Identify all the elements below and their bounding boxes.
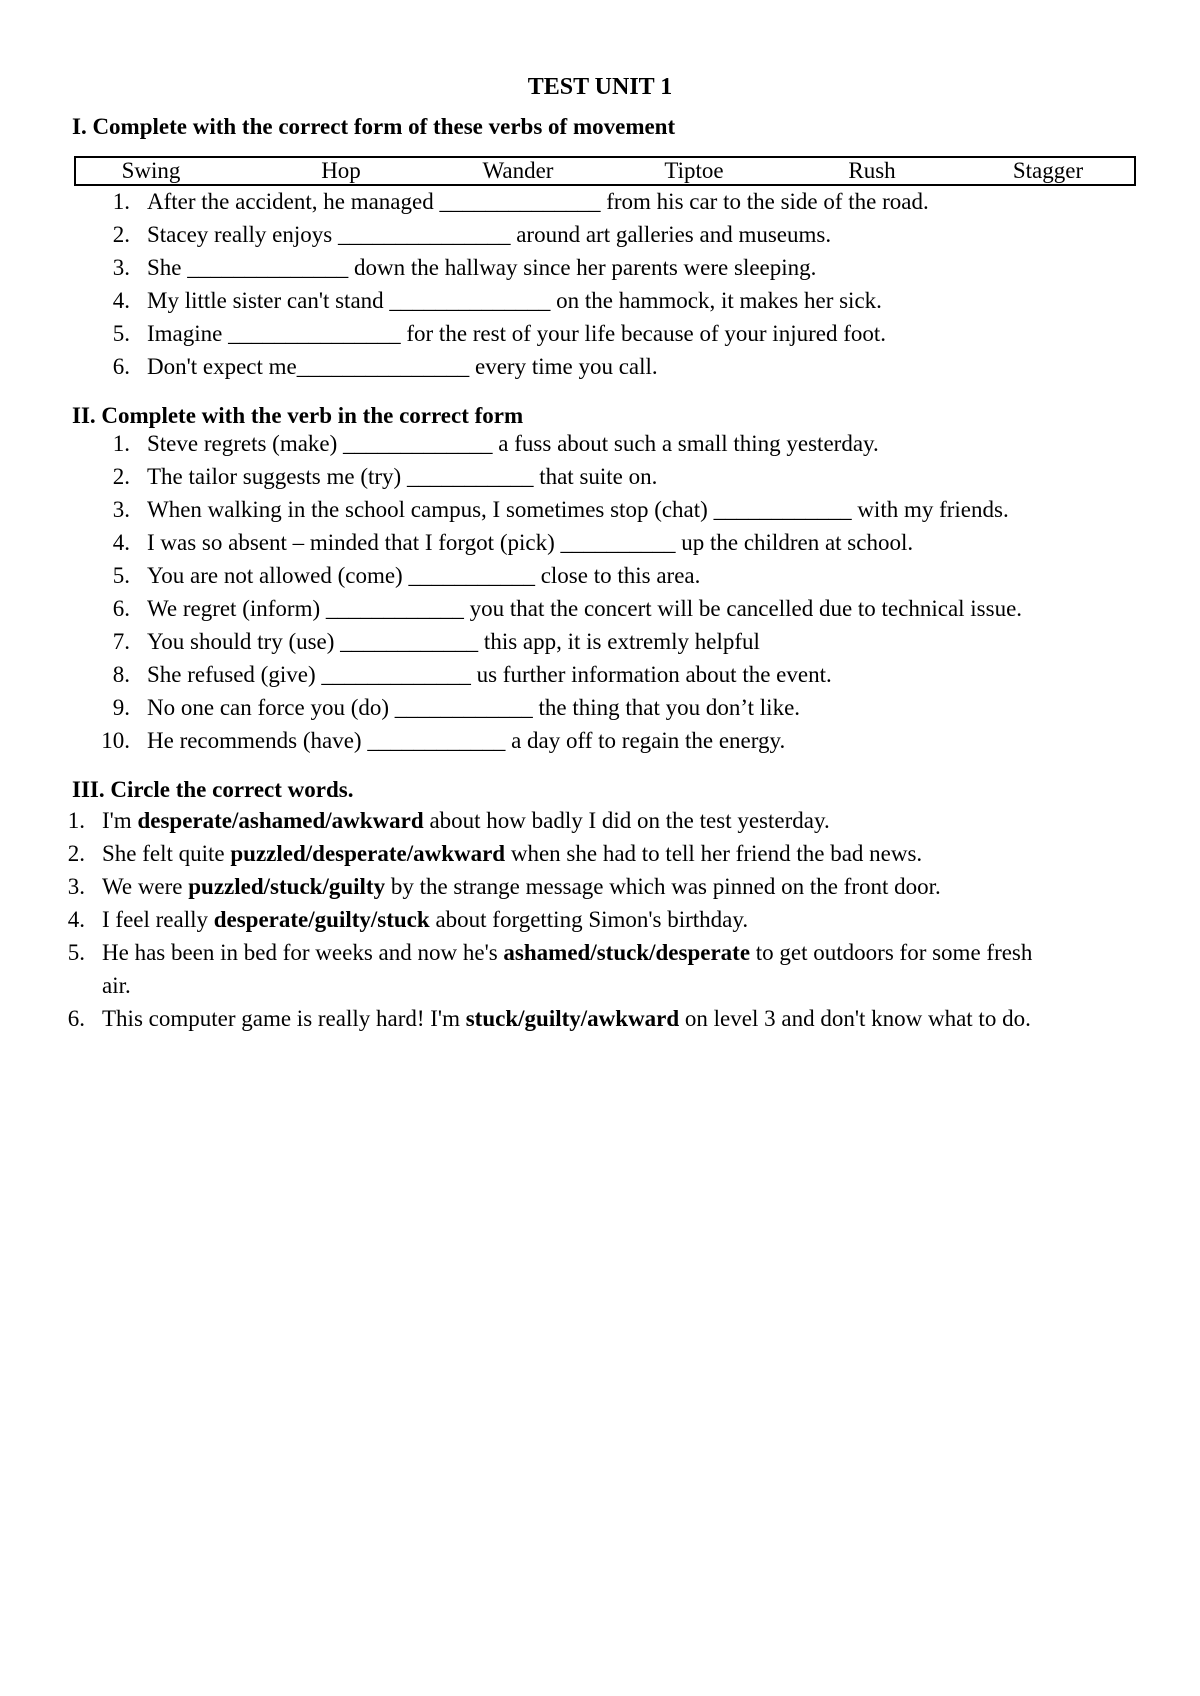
item-text: We regret (inform) ____________ you that the concert will be cancelled due to technical issue. xyxy=(147,596,1023,621)
word-bank-word: Hop xyxy=(321,158,361,183)
item-number: 4. xyxy=(112,288,130,313)
item-number: 2. xyxy=(112,464,130,489)
item-number: 7. xyxy=(112,629,130,654)
word-bank-word: Rush xyxy=(848,158,896,183)
item-text: You are not allowed (come) ___________ close to this area. xyxy=(147,563,701,588)
word-choices[interactable]: puzzled/desperate/awkward xyxy=(230,841,506,866)
item-number: 3. xyxy=(67,874,85,899)
item-text: Don't expect me_______________ every time you call. xyxy=(147,354,658,379)
item-text: Imagine _______________ for the rest of your life because of your injured foot. xyxy=(147,321,886,346)
section-1-heading: I. Complete with the correct form of these verbs of movement xyxy=(72,114,676,139)
item-text: The tailor suggests me (try) ___________ that suite on. xyxy=(147,464,658,489)
item-text: I was so absent – minded that I forgot (pick) __________ up the children at school. xyxy=(147,530,914,555)
item-number: 8. xyxy=(112,662,130,687)
item-number: 2. xyxy=(112,222,130,247)
item-text: When walking in the school campus, I sometimes stop (chat) ____________ with my friends. xyxy=(147,497,1009,522)
item-text: She felt quite puzzled/desperate/awkward when she had to tell her friend the bad news. xyxy=(102,841,923,866)
item-text: Stacey really enjoys _______________ around art galleries and museums. xyxy=(147,222,832,247)
section-2-heading: II. Complete with the verb in the correct form xyxy=(72,403,524,428)
item-number: 4. xyxy=(67,907,85,932)
item-text: Steve regrets (make) _____________ a fuss about such a small thing yesterday. xyxy=(147,431,879,456)
item-number: 1. xyxy=(112,431,130,456)
item-number: 5. xyxy=(67,940,85,965)
word-choices[interactable]: stuck/guilty/awkward xyxy=(465,1006,680,1031)
item-number: 6. xyxy=(67,1006,85,1031)
item-number: 5. xyxy=(112,321,130,346)
item-number: 1. xyxy=(67,808,85,833)
item-number: 9. xyxy=(112,695,130,720)
item-number: 4. xyxy=(112,530,130,555)
item-number: 3. xyxy=(112,255,130,280)
word-bank-word: Tiptoe xyxy=(664,158,724,183)
word-choices[interactable]: desperate/ashamed/awkward xyxy=(137,808,424,833)
item-number: 10. xyxy=(101,728,130,753)
item-number: 2. xyxy=(67,841,85,866)
word-bank-word: Wander xyxy=(482,158,554,183)
item-text: My little sister can't stand ______________ on the hammock, it makes her sick. xyxy=(147,288,882,313)
word-choices[interactable]: ashamed/stuck/desperate xyxy=(503,940,751,965)
word-choices[interactable]: desperate/guilty/stuck xyxy=(213,907,430,932)
item-text: After the accident, he managed ______________ from his car to the side of the road. xyxy=(147,189,929,214)
word-bank-word: Stagger xyxy=(1012,158,1084,183)
item-number: 6. xyxy=(112,354,130,379)
item-text: I feel really desperate/guilty/stuck about forgetting Simon's birthday. xyxy=(102,907,749,932)
item-text: You should try (use) ____________ this app, it is extremly helpful xyxy=(147,629,760,654)
item-text: She refused (give) _____________ us further information about the event. xyxy=(147,662,832,687)
word-bank-word: Swing xyxy=(121,158,181,183)
word-bank-box xyxy=(74,156,1136,186)
item-text: No one can force you (do) ____________ the thing that you don’t like. xyxy=(147,695,801,720)
item-text-continued: air. xyxy=(102,973,131,998)
item-number: 6. xyxy=(112,596,130,621)
item-text: We were puzzled/stuck/guilty by the strange message which was pinned on the front door. xyxy=(102,874,941,899)
item-number: 3. xyxy=(112,497,130,522)
page-title: TEST UNIT 1 xyxy=(527,74,673,100)
item-text: He recommends (have) ____________ a day off to regain the energy. xyxy=(147,728,786,753)
item-text: I'm desperate/ashamed/awkward about how badly I did on the test yesterday. xyxy=(102,808,830,833)
item-text: She ______________ down the hallway since her parents were sleeping. xyxy=(147,255,817,280)
item-number: 5. xyxy=(112,563,130,588)
section-3-heading: III. Circle the correct words. xyxy=(72,777,354,802)
item-number: 1. xyxy=(112,189,130,214)
word-choices[interactable]: puzzled/stuck/guilty xyxy=(188,874,386,899)
item-text: He has been in bed for weeks and now he's ashamed/stuck/desperate to get outdoors for some fresh xyxy=(102,940,1033,965)
item-text: This computer game is really hard! I'm stuck/guilty/awkward on level 3 and don't know what to do. xyxy=(102,1006,1031,1031)
